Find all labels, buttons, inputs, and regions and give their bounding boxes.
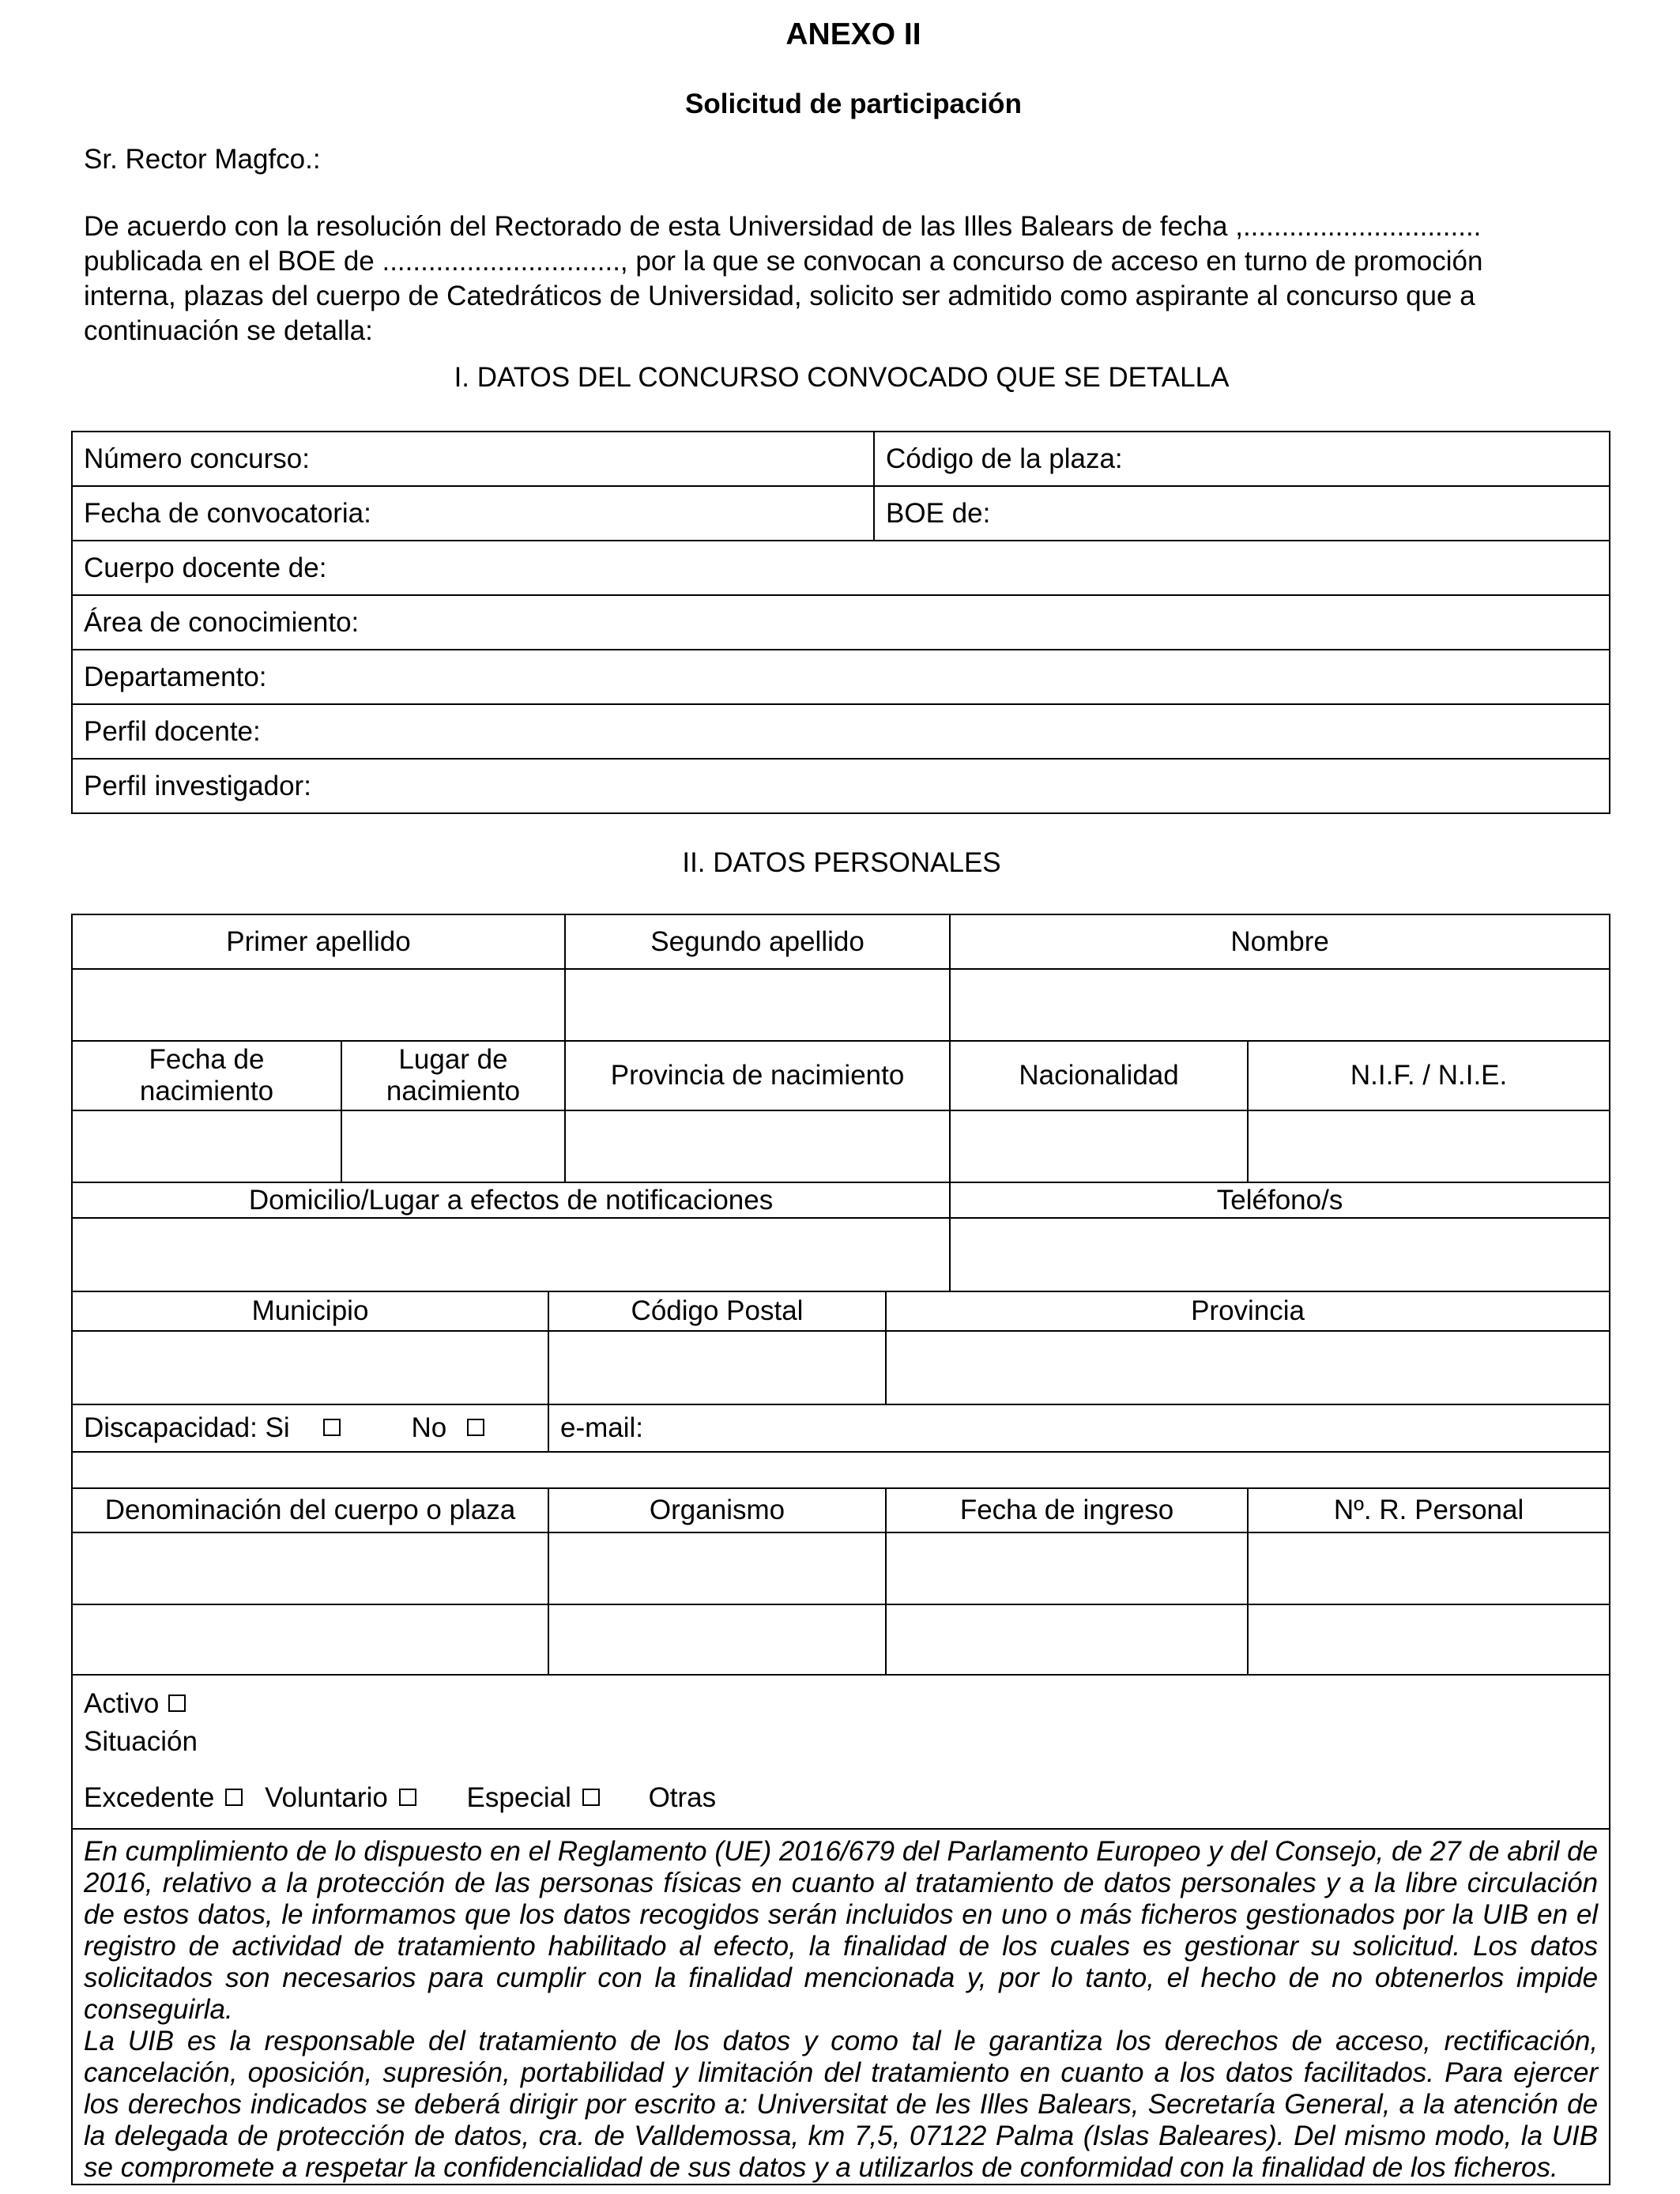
- intro-line: continuación se detalla:: [84, 315, 373, 346]
- concurso-table: [71, 431, 1610, 814]
- codigo-postal-label: Código Postal: [548, 1291, 886, 1331]
- data-protection-notice: [72, 1829, 1610, 2185]
- nif-nie-input[interactable]: [1248, 1110, 1610, 1182]
- voluntario-label: Voluntario: [265, 1782, 388, 1813]
- primer-apellido-input[interactable]: [72, 969, 565, 1041]
- fecha-nacimiento-label: [72, 1041, 341, 1110]
- document-subtitle: Solicitud de participación: [685, 89, 1022, 119]
- nacionalidad-input[interactable]: [950, 1110, 1248, 1182]
- fecha-ingreso-input[interactable]: [886, 1532, 1248, 1604]
- domicilio-input[interactable]: [72, 1218, 950, 1291]
- situacion-label: Situación: [84, 1726, 198, 1757]
- discapacidad-si-checkbox[interactable]: [323, 1419, 341, 1436]
- telefono-label: Teléfono/s: [950, 1182, 1610, 1218]
- departamento-field[interactable]: Departamento:: [72, 650, 1610, 704]
- email-extra-row[interactable]: [72, 1452, 1610, 1488]
- nombre-input[interactable]: [950, 969, 1610, 1041]
- segundo-apellido-label: Segundo apellido: [565, 914, 950, 969]
- discapacidad-field: [72, 1404, 548, 1452]
- fecha-nacimiento-label-line: nacimiento: [139, 1076, 274, 1106]
- domicilio-label: Domicilio/Lugar a efectos de notificaciones: [72, 1182, 950, 1218]
- voluntario-checkbox[interactable]: [399, 1789, 416, 1806]
- especial-checkbox[interactable]: [582, 1789, 600, 1806]
- municipio-label: Municipio: [72, 1291, 548, 1331]
- excedente-label: Excedente: [84, 1782, 215, 1813]
- provincia-nacimiento-label: Provincia de nacimiento: [565, 1041, 950, 1110]
- excedente-checkbox[interactable]: [225, 1789, 243, 1806]
- fecha-ingreso-label: Fecha de ingreso: [886, 1488, 1248, 1532]
- provincia-label: Provincia: [886, 1291, 1610, 1331]
- organismo-input[interactable]: [548, 1532, 886, 1604]
- salutation: Sr. Rector Magfco.:: [84, 144, 321, 175]
- registro-personal-input[interactable]: [1248, 1532, 1610, 1604]
- data-protection-paragraph: La UIB es la responsable del tratamiento de los datos y como tal le garantiza los derechos de acceso, rectificación, cancelación, oposición, supresión, portabilidad y limitación del tratamiento en cuanto a los datos facilitados. Para ejercer los derechos indicados se deberá dirigir por escrito a: Universitat de les Illes Balears, Secretaría General, a la atención de la delegada de protección de datos, cra. de Valldemossa, km 7,5, 07122 Palma (Islas Baleares). Del mismo modo, la UIB se compromete a respetar la confidencialidad de sus datos y a utilizarlos de conformidad con la finalidad de los ficheros.: [84, 2026, 1599, 2183]
- especial-label: Especial: [466, 1782, 571, 1813]
- primer-apellido-label: Primer apellido: [72, 914, 565, 969]
- intro-paragraph: [84, 209, 1609, 349]
- fecha-ingreso-input[interactable]: [886, 1604, 1248, 1675]
- discapacidad-no-label: No: [411, 1412, 447, 1443]
- registro-personal-input[interactable]: [1248, 1604, 1610, 1675]
- fecha-convocatoria-field[interactable]: Fecha de convocatoria:: [72, 486, 874, 541]
- municipio-input[interactable]: [72, 1331, 548, 1404]
- intro-line: publicada en el BOE de ..............................., por la que se convocan a concurso de acceso en turno de promoción: [84, 246, 1483, 277]
- nacionalidad-label: Nacionalidad: [950, 1041, 1248, 1110]
- datos-personales-table: [71, 914, 1610, 2185]
- fecha-nacimiento-input[interactable]: [72, 1110, 341, 1182]
- situacion-block: [72, 1675, 1610, 1829]
- area-conocimiento-field[interactable]: Área de conocimiento:: [72, 595, 1610, 650]
- organismo-label: Organismo: [548, 1488, 886, 1532]
- fecha-nacimiento-label-line: Fecha de: [149, 1044, 265, 1075]
- lugar-nacimiento-label: Lugar de nacimiento: [341, 1041, 565, 1110]
- activo-label: Activo: [84, 1688, 160, 1719]
- otras-label: Otras: [648, 1782, 717, 1813]
- denominacion-input[interactable]: [72, 1532, 548, 1604]
- perfil-investigador-field[interactable]: Perfil investigador:: [72, 759, 1610, 813]
- activo-checkbox[interactable]: [168, 1695, 186, 1712]
- telefono-input[interactable]: [950, 1218, 1610, 1291]
- boe-field[interactable]: BOE de:: [874, 486, 1610, 541]
- intro-line: De acuerdo con la resolución del Rectorado de esta Universidad de las Illes Balears de fecha ,...............................: [84, 211, 1482, 242]
- nombre-label: Nombre: [950, 914, 1610, 969]
- section-heading-personales: II. DATOS PERSONALES: [682, 847, 1001, 878]
- denominacion-input[interactable]: [72, 1604, 548, 1675]
- denominacion-label: Denominación del cuerpo o plaza: [72, 1488, 548, 1532]
- discapacidad-label: Discapacidad: Si: [84, 1412, 290, 1443]
- perfil-docente-field[interactable]: Perfil docente:: [72, 704, 1610, 759]
- situacion-options: [84, 1782, 1609, 1814]
- section-heading-concurso: I. DATOS DEL CONCURSO CONVOCADO QUE SE DETALLA: [454, 362, 1230, 393]
- codigo-plaza-field[interactable]: Código de la plaza:: [874, 432, 1610, 486]
- lugar-nacimiento-input[interactable]: [341, 1110, 565, 1182]
- cuerpo-docente-field[interactable]: Cuerpo docente de:: [72, 541, 1610, 595]
- numero-concurso-field[interactable]: Número concurso:: [72, 432, 874, 486]
- discapacidad-no-checkbox[interactable]: [467, 1419, 484, 1436]
- registro-personal-label: Nº. R. Personal: [1248, 1488, 1610, 1532]
- activo-row: [84, 1688, 1609, 1726]
- intro-line: interna, plazas del cuerpo de Catedráticos de Universidad, solicito ser admitido como aspirante al concurso que a: [84, 281, 1475, 311]
- provincia-input[interactable]: [886, 1331, 1610, 1404]
- data-protection-paragraph: En cumplimiento de lo dispuesto en el Reglamento (UE) 2016/679 del Parlamento Europeo y del Consejo, de 27 de abril de 2016, relativo a la protección de las personas físicas en cuanto al tratamiento de datos personales y a la libre circulación de estos datos, le informamos que los datos recogidos serán incluidos en uno o más ficheros gestionados por la UIB en el registro de actividad de tratamiento habilitado al efecto, la finalidad de los cuales es gestionar su solicitud. Los datos solicitados son necesarios para cumplir con la finalidad mencionada y, por lo tanto, el hecho de no obtenerlos impide conseguirla.: [84, 1836, 1599, 2025]
- nif-nie-label: N.I.F. / N.I.E.: [1248, 1041, 1610, 1110]
- organismo-input[interactable]: [548, 1604, 886, 1675]
- provincia-nacimiento-input[interactable]: [565, 1110, 950, 1182]
- codigo-postal-input[interactable]: [548, 1331, 886, 1404]
- document-title: ANEXO II: [785, 17, 921, 51]
- email-field[interactable]: e-mail:: [548, 1404, 1610, 1452]
- segundo-apellido-input[interactable]: [565, 969, 950, 1041]
